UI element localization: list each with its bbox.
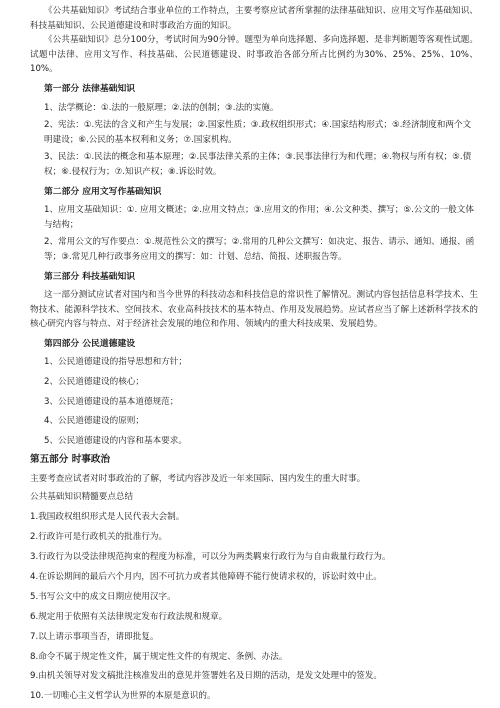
part4-item: 5、公民道德建设的内容和基本要求。: [44, 435, 187, 446]
intro-paragraph-1: 《公共基础知识》考试结合事业单位的工作特点，主要考察应试者所掌握的法律基础知识、应用文写作基础知识、科技基础知识、公民道德建设和时事政治方面的知识。: [30, 6, 478, 31]
part1-item: 2、宪法：①.宪法的含义和产生与发展；②.国家性质；③.政权组织形式；④.国家结构形式；⑤.经济制度和两个文明建设；⑥.公民的基本权利和义务；⑦.国家机构。: [44, 120, 472, 145]
summary-item: 9.由机关领导对发文稿批注核准发出的意见并签署姓名及日期的活动，是发文处理中的签发。: [30, 671, 382, 682]
part5-heading: 第五部分 时事政治: [30, 454, 111, 466]
part5-section: [30, 453, 478, 704]
summary-item: 6.规定用于依照有关法律规定发布行政法规和规章。: [30, 611, 228, 622]
part5-intro: 主要考查应试者对时事政治的了解，考试内容涉及近一年来国际、国内发生的重大时事。: [30, 474, 366, 485]
part1-item: 1、法学概论：①.法的一般原理；②.法的创制；③.法的实施。: [44, 102, 279, 113]
part1-heading: 第一部分 法律基础知识: [44, 83, 136, 94]
part4-item: 2、公民道德建设的核心；: [44, 377, 144, 388]
part4-item: 3、公民道德建设的基本道德规范；: [44, 396, 179, 407]
summary-item: 4.在诉讼期间的最后六个月内，因不可抗力或者其他障碍不能行使请求权的，诉讼时效中止。: [30, 571, 382, 582]
part1-item: 3、民法：①.民法的概念和基本原理；②.民事法律关系的主体；③.民事法律行为和代理；④.物权与所有权；⑤.债权；⑥.侵权行为；⑦.知识产权；⑧.诉讼时效。: [44, 152, 472, 177]
summary-item: 7.以上请示事项当否，请即批复。: [30, 631, 159, 642]
intro-paragraph-2: 《公共基础知识》总分100分，考试时间为90分钟。题型为单向选择题、多向选择题、是非判断题等客观性试题。试题中法律、应用文写作、科技基础、公民道德建设、时事政治各部分所占比例约为30%、25%、25%、10%、10%。: [30, 35, 478, 75]
summary-item: 3.行政行为以受法律规范拘束的程度为标准，可以分为两类羁束行政行为与自由裁量行政行为。: [30, 551, 391, 562]
summary-item: 8.命令不属于规定性文件，属于规定性文件的有规定、条例、办法。: [30, 651, 288, 662]
part4-list: [30, 355, 478, 448]
part3-heading: 第三部分 科技基础知识: [44, 271, 136, 282]
part4-heading: 第四部分 公民道德建设: [44, 338, 136, 349]
part2-heading: 第二部分 应用文写作基础知识: [44, 186, 162, 197]
summary-item: 2.行政许可是行政机关的批准行为。: [30, 531, 168, 542]
part4-item: 4、公民道德建设的原则；: [44, 416, 144, 427]
part5-subtitle: 公共基础知识精髓要点总结: [30, 491, 134, 502]
summary-item: 10.一切唯心主义哲学认为世界的本原是意识的。: [30, 691, 216, 702]
part2-item: 2、常用公文的写作要点：①.规范性公文的撰写；②.常用的几种公文撰写：如决定、报告、请示、通知、通报、函等；③.常见几种行政事务应用文的撰写：如：计划、总结、简报、述职报告等。: [44, 237, 475, 262]
part2-item: 1、应用文基础知识：①. 应用文概述；②.应用文特点；③.应用文的作用；④.公文种类、撰写；⑤.公文的一般文体与结构；: [44, 205, 474, 230]
part3-paragraph: 这一部分测试应试者对国内和当今世界的科技动态和科技信息的常识性了解情况。测试内容包括信息科学技术、生物技术、能源科学技术、空间技术、农业高科技技术的基本特点、作用及发展趋势。应试者应当了解上述新科学技术的核心研究内容与特点、对于经济社会发展的地位和作用、领域内的重大科技成果、发展趋势。: [30, 290, 478, 330]
summary-item: 5.书写公文中的成文日期应使用汉字。: [30, 591, 176, 602]
part4-item: 1、公民道德建设的指导思想和方针；: [44, 357, 187, 368]
summary-item: 1.我国政权组织形式是人民代表大会制。: [30, 511, 185, 522]
